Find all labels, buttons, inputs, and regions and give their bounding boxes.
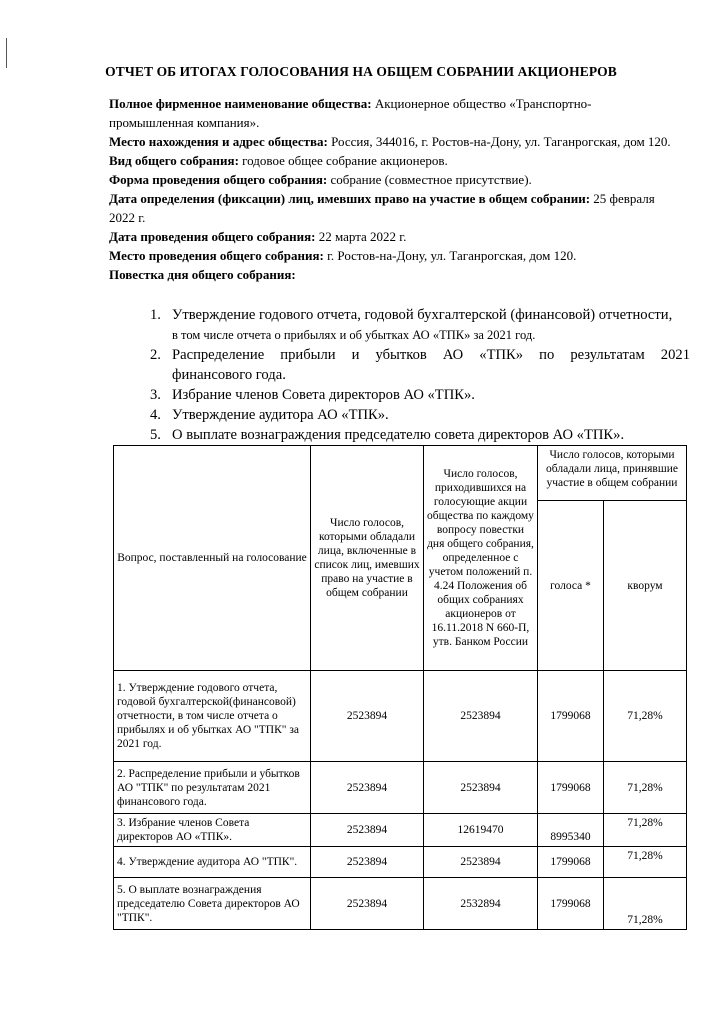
header-participated: Число голосов, которыми обладали лица, принявшие участие в общем собрании [538,446,687,501]
table-row [114,814,687,847]
cell-votes: 1799068 [538,847,604,878]
voting-results-table [113,445,687,930]
cell-quorum: 71,28% [604,847,687,878]
meeting-type: Вид общего собрания: годовое общее собрание акционеров. [109,153,448,168]
cell-question: 5. О выплате вознаграждения председателю Совета директоров АО "ТПК". [114,878,311,930]
cell-votes: 1799068 [538,762,604,814]
cell-voting: 12619470 [424,814,538,847]
cell-question: 4. Утверждение аудитора АО "ТПК". [114,847,311,878]
cell-voting: 2523894 [424,762,538,814]
agenda-item: 3. Избрание членов Совета директоров АО «ТПК». [150,387,475,403]
company-name: Полное фирменное наименование общества: Акционерное общество «Транспортно-промышленная компания». [109,96,592,130]
cell-quorum: 71,28% [604,671,687,762]
agenda-item: 2. Распределение прибыли и убытков АО «ТПК» по результатам 2021 [150,347,690,363]
meeting-info [109,94,674,284]
table-row [114,878,687,930]
document-title: ОТЧЕТ ОБ ИТОГАХ ГОЛОСОВАНИЯ НА ОБЩЕМ СОБРАНИИ АКЦИОНЕРОВ [105,64,617,79]
cell-listed: 2523894 [311,878,424,930]
cell-quorum: 71,28% [604,814,687,847]
cell-listed: 2523894 [311,762,424,814]
table-header-row [114,446,687,501]
cell-votes: 8995340 [538,814,604,847]
record-date: Дата определения (фиксации) лиц, имевших право на участие в общем собрании: 25 февраля 2022 г. [109,191,655,225]
header-quorum: кворум [604,501,687,671]
table-row [114,847,687,878]
agenda-list [150,305,690,445]
table-row [114,671,687,762]
header-listed-votes: Число голосов, которыми обладали лица, включенные в список лиц, имевших право на участие в общем собрании [311,446,424,671]
header-voting-shares: Число голосов, приходившихся на голосующие акции общества по каждому вопросу повестки дня общего собрания, определенное с учетом положений п. 4.24 Положения об общих собраниях акционеров от 16.11.2018 N 660-П, утв. Банком России [424,446,538,671]
cell-voting: 2532894 [424,878,538,930]
cell-listed: 2523894 [311,671,424,762]
meeting-place: Место проведения общего собрания: г. Ростов-на-Дону, ул. Таганрогская, дом 120. [109,248,577,263]
header-question: Вопрос, поставленный на голосование [114,446,311,671]
header-votes: голоса * [538,501,604,671]
cell-question: 3. Избрание членов Совета директоров АО «ТПК». [114,814,311,847]
agenda-item: 4. Утверждение аудитора АО «ТПК». [150,407,389,423]
agenda-item-continuation: финансового года. [172,367,286,383]
cell-votes: 1799068 [538,878,604,930]
cell-listed: 2523894 [311,847,424,878]
meeting-form: Форма проведения общего собрания: собрание (совместное присутствие). [109,172,532,187]
agenda-item: 5. О выплате вознаграждения председателю совета директоров АО «ТПК». [150,427,625,443]
cell-quorum: 71,28% [604,762,687,814]
cell-voting: 2523894 [424,671,538,762]
agenda-heading: Повестка дня общего собрания: [109,267,296,282]
table-row [114,762,687,814]
cell-listed: 2523894 [311,814,424,847]
cell-question: 1. Утверждение годового отчета, годовой бухгалтерской(финансовой) отчетности, в том числе отчета о прибылях и об убытках АО "ТПК" за 2021 год. [114,671,311,762]
agenda-item: 1. Утверждение годового отчета, годовой бухгалтерской (финансовой) отчетности, в том числе отчета о прибылях и об убытках АО «ТПК» за 2021 год. [150,307,673,342]
cell-quorum: 71,28% [604,878,687,930]
company-address: Место нахождения и адрес общества: Россия, 344016, г. Ростов-на-Дону, ул. Таганрогская, дом 120. [109,134,671,149]
cell-question: 2. Распределение прибыли и убытков АО "ТПК" по результатам 2021 финансового года. [114,762,311,814]
cell-voting: 2523894 [424,847,538,878]
cell-votes: 1799068 [538,671,604,762]
meeting-date: Дата проведения общего собрания: 22 марта 2022 г. [109,229,407,244]
